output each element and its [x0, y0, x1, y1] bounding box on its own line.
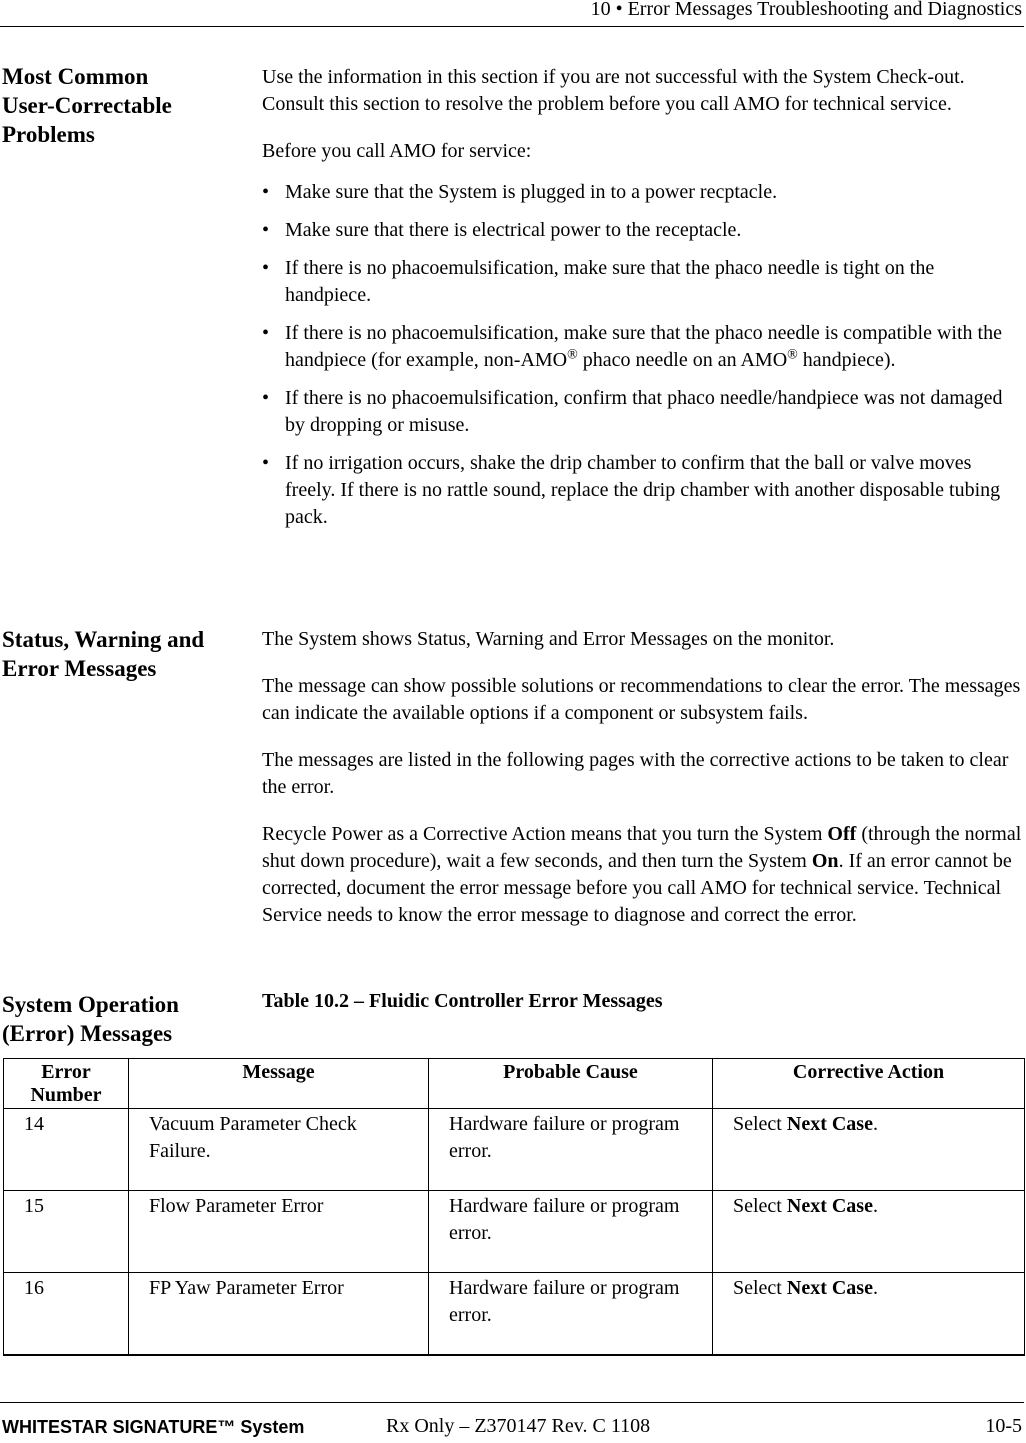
table-header-row — [4, 1059, 1025, 1109]
cell-probable-cause: Hardware failure or program error. — [429, 1191, 713, 1273]
table-row — [4, 1273, 1025, 1355]
cell-error-number: 15 — [4, 1191, 129, 1273]
column-header-probable-cause: Probable Cause — [429, 1059, 713, 1109]
section-heading-common-problems: Most Common User-Correctable Problems — [2, 64, 172, 147]
cell-corrective-action: Select Next Case. — [713, 1273, 1025, 1355]
list-item: • If there is no phacoemulsification, confirm that phaco needle/handpiece was not damaged by dropping or misuse. — [262, 387, 1003, 436]
status-paragraph-4: Recycle Power as a Corrective Action means that you turn the System Off (through the normal shut down procedure), wait a few seconds, and then turn the System On. If an error cannot be corrected, document the error message before you call AMO for technical service. Technical Service needs to know the error message to diagnose and correct the error. — [262, 823, 1022, 926]
table-caption: Table 10.2 – Fluidic Controller Error Messages — [262, 990, 663, 1012]
table-row — [4, 1191, 1025, 1273]
cell-message: FP Yaw Parameter Error — [129, 1273, 429, 1355]
status-paragraph-2: The message can show possible solutions or recommendations to clear the error. The messages can indicate the available options if a component or subsystem fails. — [262, 675, 1021, 724]
status-paragraph-3: The messages are listed in the following pages with the corrective actions to be taken to clear the error. — [262, 749, 1009, 798]
cell-probable-cause: Hardware failure or program error. — [429, 1273, 713, 1355]
cell-corrective-action: Select Next Case. — [713, 1191, 1025, 1273]
section-body-status-messages — [262, 626, 1022, 949]
checklist — [262, 179, 1022, 531]
cell-message: Flow Parameter Error — [129, 1191, 429, 1273]
page-number: 10-5 — [985, 1415, 1022, 1437]
footer-document-id: Rx Only – Z370147 Rev. C 1108 — [386, 1415, 651, 1437]
section-heading-status-messages: Status, Warning and Error Messages — [2, 627, 205, 681]
list-item: • If there is no phacoemulsification, make sure that the phaco needle is tight on the handpiece. — [262, 257, 935, 306]
column-header-error-number: Error Number — [4, 1059, 129, 1109]
column-header-corrective-action: Corrective Action — [713, 1059, 1025, 1109]
registered-mark: ® — [567, 347, 578, 363]
list-item: • If no irrigation occurs, shake the drip chamber to confirm that the ball or valve moves freely. If there is no rattle sound, replace the drip chamber with another disposable tubing pack. — [262, 452, 1001, 528]
section-body-common-problems — [262, 64, 1022, 542]
cell-corrective-action: Select Next Case. — [713, 1109, 1025, 1191]
page-footer — [0, 1402, 1024, 1443]
list-item: • Make sure that the System is plugged in to a power recptacle. — [262, 181, 778, 203]
cell-probable-cause: Hardware failure or program error. — [429, 1109, 713, 1191]
status-paragraph-1: The System shows Status, Warning and Error Messages on the monitor. — [262, 628, 835, 650]
cell-message: Vacuum Parameter Check Failure. — [129, 1109, 429, 1191]
table-row — [4, 1109, 1025, 1191]
header-title: 10 • Error Messages Troubleshooting and Diagnostics — [590, 0, 1022, 20]
section-heading-system-operation: System Operation (Error) Messages — [2, 992, 179, 1046]
registered-mark: ® — [787, 347, 798, 363]
list-item: • If there is no phacoemulsification, make sure that the phaco needle is compatible with the handpiece (for example, non-AMO® phaco needle on an AMO® handpiece). — [262, 322, 1002, 371]
cell-error-number: 16 — [4, 1273, 129, 1355]
before-service-paragraph: Before you call AMO for service: — [262, 140, 532, 162]
list-item: • Make sure that there is electrical power to the receptacle. — [262, 219, 742, 241]
intro-paragraph: Use the information in this section if you are not successful with the System Check-out. Consult this section to resolve the problem before you call AMO for technical service. — [262, 66, 965, 115]
page-header — [0, 0, 1024, 27]
footer-product-name: WHITESTAR SIGNATURE™ System — [2, 1417, 305, 1437]
column-header-message: Message — [129, 1059, 429, 1109]
error-messages-table — [3, 1058, 1025, 1356]
cell-error-number: 14 — [4, 1109, 129, 1191]
